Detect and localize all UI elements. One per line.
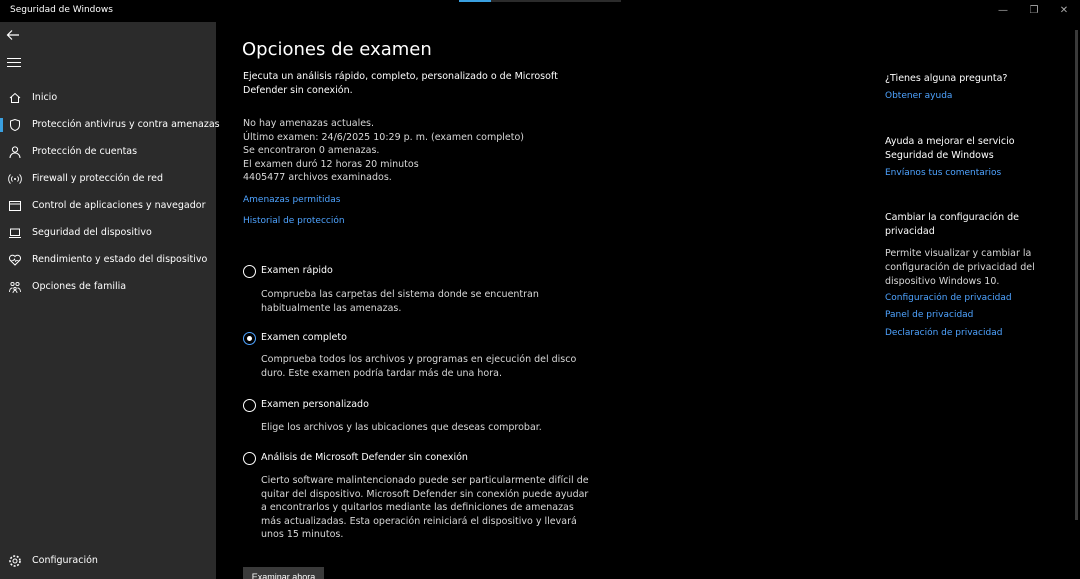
maximize-button[interactable]: ❐ — [1029, 5, 1039, 16]
radio-label: Examen completo — [261, 332, 347, 343]
sidebar-item-label: Inicio — [32, 92, 58, 103]
main-content — [216, 22, 1080, 579]
sidebar-item-label: Protección de cuentas — [32, 146, 138, 157]
feedback-link[interactable]: Envíanos tus comentarios — [885, 168, 1002, 178]
sidebar-item-firewall[interactable] — [0, 167, 216, 191]
home-icon — [8, 91, 22, 105]
sidebar-item-account-protection[interactable] — [0, 140, 216, 164]
active-marker — [0, 118, 3, 132]
option-description: Elige los archivos y las ubicaciones que deseas comprobar. — [261, 422, 542, 433]
privacy-text: Permite visualizar y cambiar la configuración de privacidad del dispositivo Windows 10. — [885, 248, 1035, 287]
radio-label: Análisis de Microsoft Defender sin conexión — [261, 452, 468, 463]
hamburger-icon[interactable] — [7, 58, 21, 70]
sidebar-item-label: Protección antivirus y contra amenazas — [32, 119, 220, 130]
sidebar-item-label: Opciones de familia — [32, 281, 127, 292]
custom-scan-option[interactable] — [243, 398, 643, 414]
title-bar — [0, 0, 1080, 22]
radio-button[interactable] — [243, 265, 256, 278]
privacy-statement-link[interactable]: Declaración de privacidad — [885, 328, 1003, 338]
person-icon — [8, 145, 22, 159]
status-files: 4405477 archivos examinados. — [243, 172, 392, 183]
app-window-icon — [8, 199, 22, 213]
close-button[interactable]: ✕ — [1059, 5, 1069, 16]
improve-heading: Ayuda a mejorar el servicio Seguridad de Windows — [885, 136, 1015, 161]
heart-icon — [8, 253, 22, 267]
sidebar-item-virus-protection[interactable] — [0, 113, 220, 137]
family-icon — [8, 280, 22, 294]
protection-history-link[interactable]: Historial de protección — [243, 216, 345, 226]
radio-button[interactable] — [243, 399, 256, 412]
sidebar-item-settings[interactable] — [0, 549, 216, 573]
privacy-dashboard-link[interactable]: Panel de privacidad — [885, 310, 974, 320]
offline-scan-option[interactable] — [243, 451, 643, 467]
get-help-link[interactable]: Obtener ayuda — [885, 91, 953, 101]
status-found: Se encontraron 0 amenazas. — [243, 145, 380, 156]
sidebar-item-label: Rendimiento y estado del dispositivo — [32, 254, 208, 265]
scan-status — [243, 117, 524, 185]
sidebar-item-app-control[interactable] — [0, 194, 216, 218]
window-title: Seguridad de Windows — [10, 5, 113, 15]
allowed-threats-link[interactable]: Amenazas permitidas — [243, 195, 341, 205]
back-button[interactable] — [6, 27, 22, 43]
status-threats: No hay amenazas actuales. — [243, 118, 375, 129]
sidebar-item-home[interactable] — [0, 86, 216, 110]
full-scan-option[interactable] — [243, 331, 643, 347]
option-description: Cierto software malintencionado puede ser particularmente difícil de quitar del dispositivo. Microsoft Defender sin conexión puede ayudar a encontrarlos y quitarlos mediante las definiciones de amenazas más actualizadas. Esta operación reiniciará el dispositivo y llevará unos 15 minutos. — [261, 475, 589, 540]
shield-icon — [8, 118, 22, 132]
sidebar-item-label: Firewall y protección de red — [32, 173, 164, 184]
radio-button-selected[interactable] — [243, 332, 256, 345]
radio-button[interactable] — [243, 452, 256, 465]
questions-heading: ¿Tienes alguna pregunta? — [885, 73, 1008, 84]
arrow-left-icon — [6, 28, 20, 42]
status-last-scan: Último examen: 24/6/2025 10:29 p. m. (examen completo) — [243, 131, 525, 143]
sidebar-item-label: Control de aplicaciones y navegador — [32, 200, 206, 211]
scan-now-button[interactable]: Examinar ahora — [243, 567, 324, 579]
privacy-settings-link[interactable]: Configuración de privacidad — [885, 293, 1012, 303]
option-description: Comprueba todos los archivos y programas en ejecución del disco duro. Este examen podría tardar más de una hora. — [261, 354, 577, 379]
laptop-icon — [8, 226, 22, 240]
progress-fill — [459, 0, 491, 2]
wireless-icon — [8, 172, 22, 186]
radio-label: Examen rápido — [261, 265, 333, 276]
quick-scan-option[interactable] — [243, 264, 643, 280]
scrollbar[interactable] — [1075, 30, 1078, 520]
sidebar-item-device-health[interactable] — [0, 248, 216, 272]
sidebar-item-label: Seguridad del dispositivo — [32, 227, 152, 238]
radio-label: Examen personalizado — [261, 399, 369, 410]
status-duration: El examen duró 12 horas 20 minutos — [243, 158, 419, 170]
sidebar-item-device-security[interactable] — [0, 221, 216, 245]
minimize-button[interactable]: — — [998, 5, 1008, 16]
page-title: Opciones de examen — [242, 39, 432, 60]
gear-icon — [8, 554, 22, 568]
progress-strip — [459, 0, 621, 2]
privacy-heading: Cambiar la configuración de privacidad — [885, 212, 1020, 237]
sidebar-item-label: Configuración — [32, 555, 98, 566]
sidebar-item-family-options[interactable] — [0, 275, 216, 299]
sidebar — [0, 22, 220, 579]
option-description: Comprueba las carpetas del sistema donde se encuentran habitualmente las amenazas. — [261, 289, 539, 314]
intro-text: Ejecuta un análisis rápido, completo, personalizado o de Microsoft Defender sin conexión. — [243, 71, 558, 96]
